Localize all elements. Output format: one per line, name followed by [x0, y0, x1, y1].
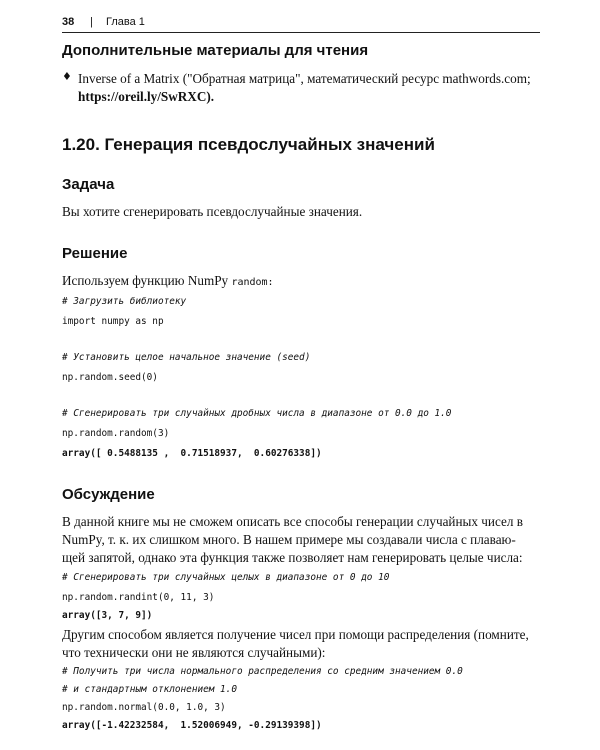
problem-text: Вы хотите сгенерировать псевдослучайные значения.	[62, 204, 363, 219]
discussion-line: Другим способом является получение чисел при помощи распределения (помните,	[62, 627, 529, 642]
header-separator: |	[90, 16, 93, 28]
further-reading-item	[62, 70, 540, 106]
code-comment: # Сгенерировать три случайных целых в диапазоне от 0 до 10	[62, 572, 390, 583]
code-output: array([3, 7, 9])	[62, 610, 153, 621]
discussion-line: NumPy, т. к. их слишком много. В нашем примере мы создавали числа с плаваю-	[62, 532, 516, 547]
page-number: 38	[62, 16, 75, 28]
code-comment: # и стандартным отклонением 1.0	[62, 684, 237, 695]
solution-intro-code: random:	[231, 277, 274, 288]
bullet-icon: ♦	[62, 70, 72, 83]
further-reading-link[interactable]: https://oreil.ly/SwRXC).	[78, 89, 215, 104]
section-title: 1.20. Генерация псевдослучайных значений	[62, 135, 435, 154]
discussion-line: В данной книге мы не сможем описать все способы генерации случайных чисел в	[62, 514, 523, 529]
code-output: array([ 0.5488135 , 0.71518937, 0.60276338])	[62, 448, 322, 459]
code-comment: # Загрузить библиотеку	[62, 296, 187, 307]
chapter-label: Глава 1	[106, 16, 145, 28]
code-line: import numpy as np	[62, 316, 164, 327]
code-comment: # Сгенерировать три случайных дробных числа в диапазоне от 0.0 до 1.0	[62, 408, 452, 419]
running-header	[62, 12, 540, 33]
code-line: np.random.randint(0, 11, 3)	[62, 592, 215, 603]
code-line: np.random.random(3)	[62, 428, 170, 439]
discussion-line: что технически они не являются случайными):	[62, 645, 326, 660]
solution-heading: Решение	[62, 245, 128, 262]
code-line: np.random.seed(0)	[62, 372, 158, 383]
further-reading-heading: Дополнительные материалы для чтения	[62, 42, 369, 59]
solution-intro-text: Используем функцию NumPy	[62, 273, 229, 288]
code-line: np.random.normal(0.0, 1.0, 3)	[62, 702, 226, 713]
discussion-line: щей запятой, однако эта функция также позволяет нам генерировать целые числа:	[62, 550, 523, 565]
code-comment: # Установить целое начальное значение (seed)	[62, 352, 311, 363]
problem-heading: Задача	[62, 176, 115, 193]
code-output: array([-1.42232584, 1.52006949, -0.29139398])	[62, 720, 322, 731]
discussion-heading: Обсуждение	[62, 486, 155, 503]
further-reading-text: Inverse of a Matrix ("Обратная матрица", математический ресурс mathwords.com;	[78, 71, 531, 86]
solution-intro	[62, 272, 540, 292]
code-comment: # Получить три числа нормального распределения со средним значением 0.0	[62, 666, 463, 677]
